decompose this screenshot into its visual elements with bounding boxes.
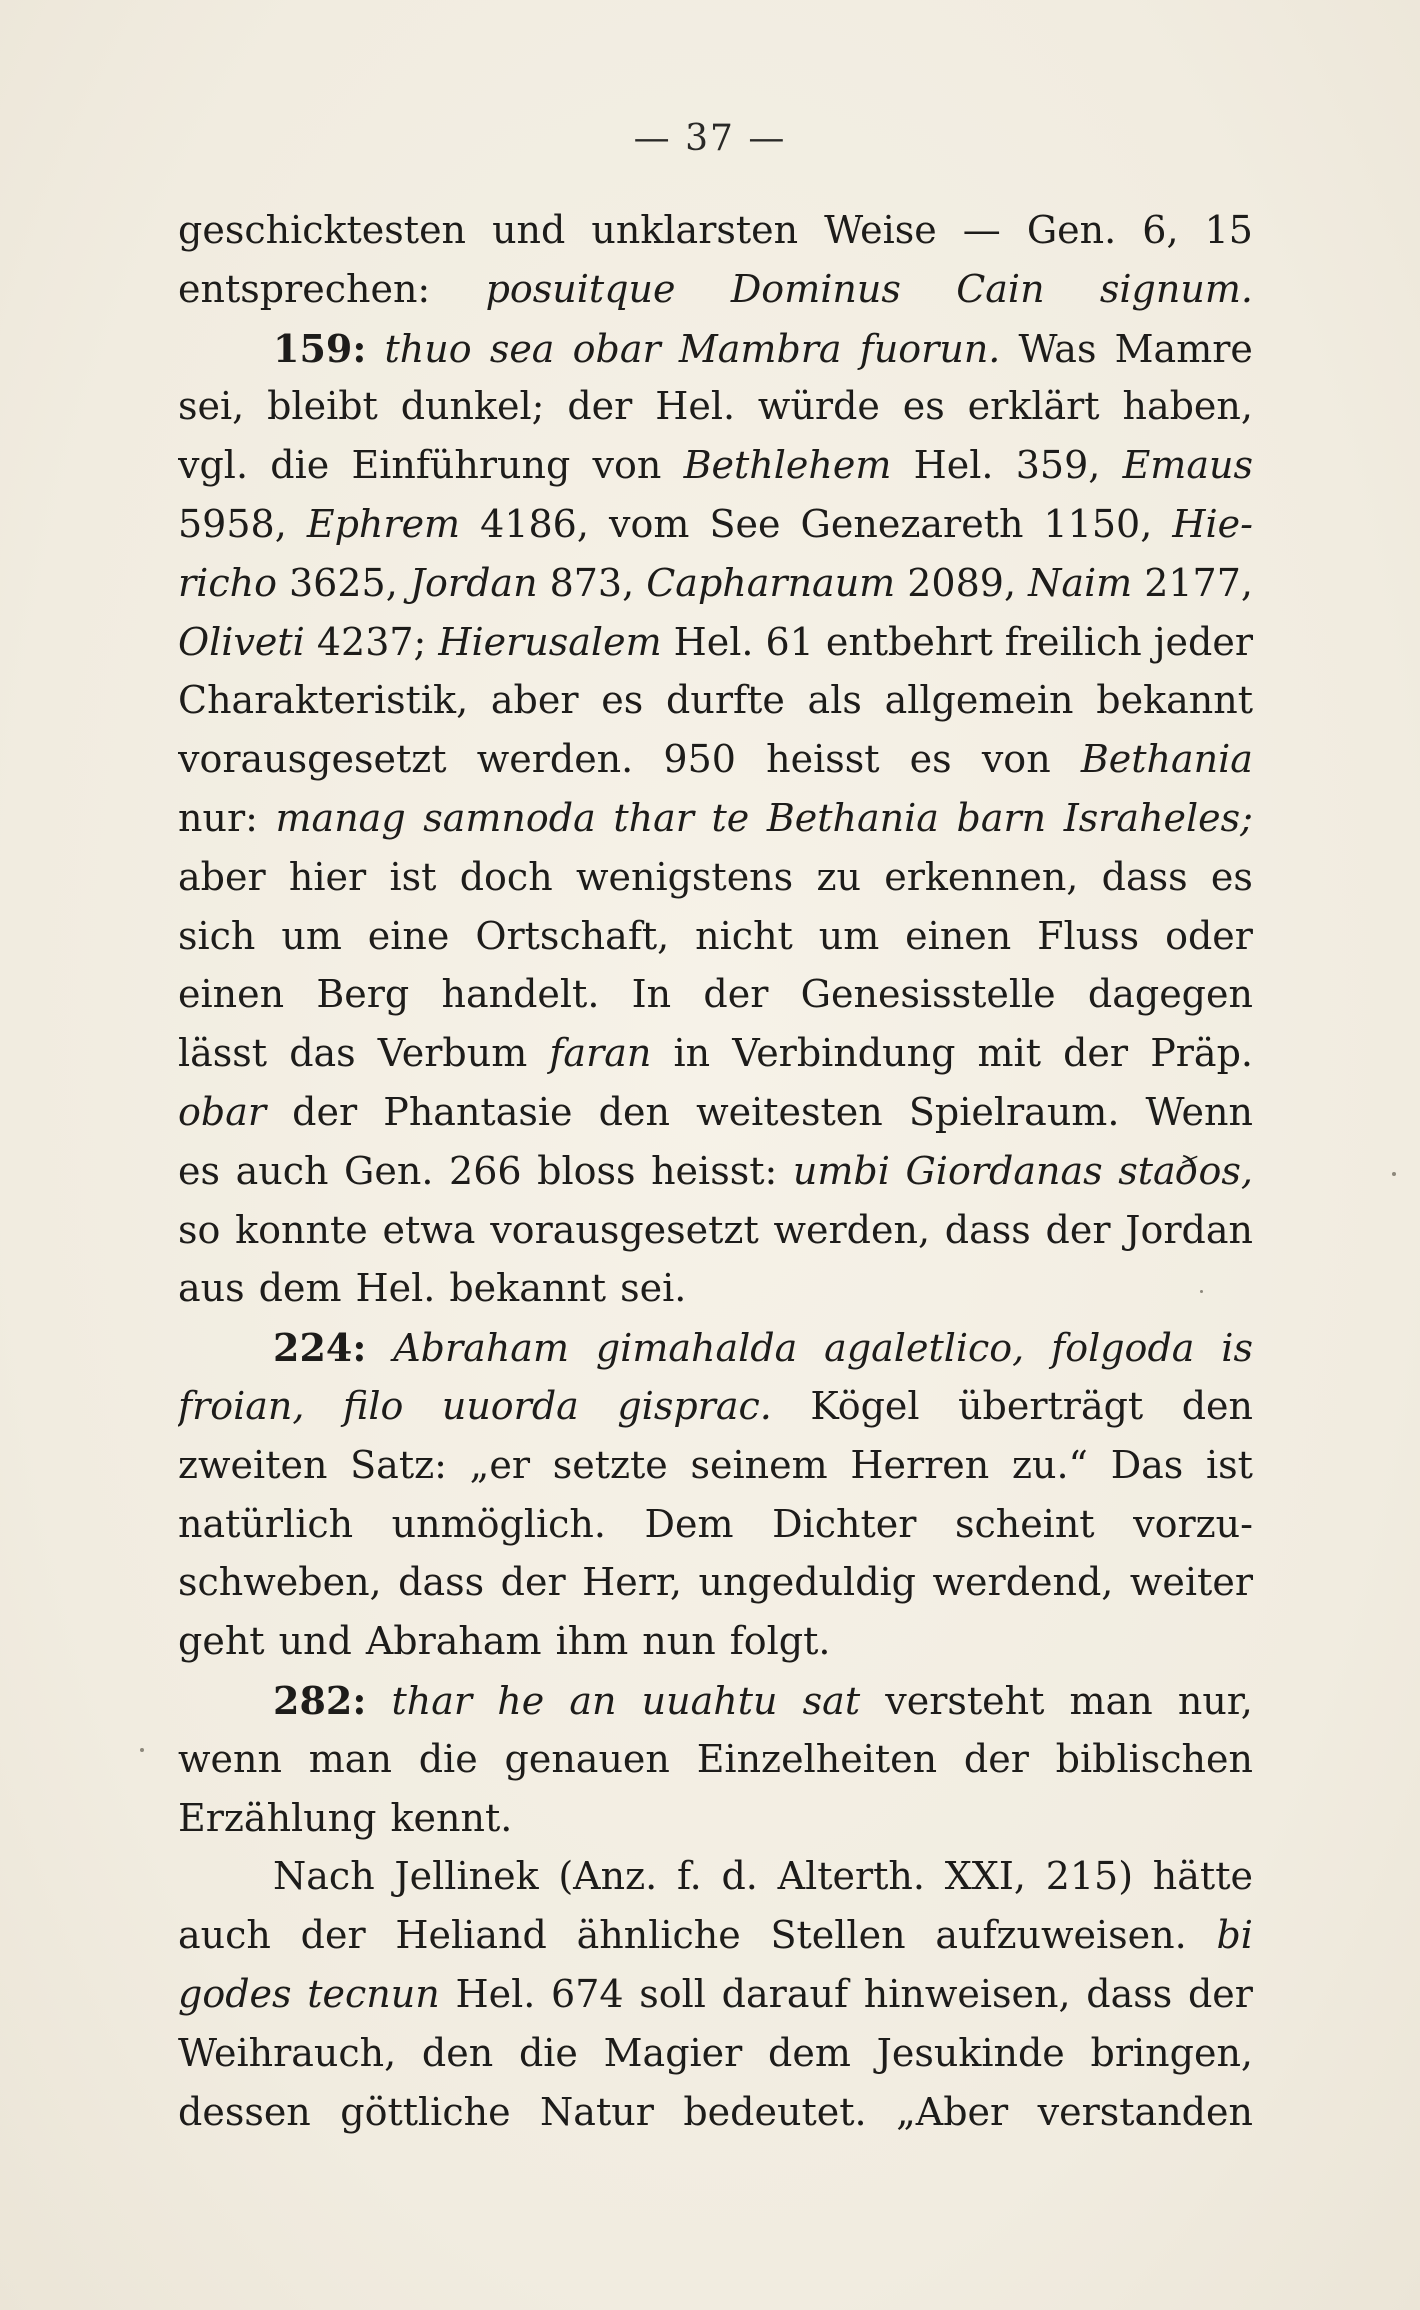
verse-number: 282: xyxy=(273,1677,367,1723)
word: „Aber xyxy=(896,2089,1009,2134)
text-line xyxy=(178,561,1253,620)
word: Was xyxy=(1018,326,1097,371)
verse-number: 159: xyxy=(273,325,367,371)
word: aber xyxy=(178,854,266,899)
text-line xyxy=(178,678,1253,737)
word: Mambra xyxy=(678,326,842,371)
text-line xyxy=(178,1560,1253,1619)
word: vorzu- xyxy=(1133,1501,1253,1546)
word: uuorda xyxy=(441,1383,579,1428)
word: dass xyxy=(1086,1971,1173,2016)
word: aufzuweisen. xyxy=(935,1913,1187,1958)
word: soll xyxy=(639,1971,706,2016)
word: schweben, xyxy=(178,1560,382,1605)
word: Stellen xyxy=(770,1913,906,1958)
word: vgl. xyxy=(178,443,249,488)
word: Jordan xyxy=(409,560,538,605)
word: Hel. xyxy=(355,1266,436,1311)
text-line xyxy=(178,1443,1253,1502)
word: Dichter xyxy=(772,1501,917,1546)
text-line xyxy=(178,972,1253,1031)
word: folgt. xyxy=(729,1619,831,1664)
word: manag xyxy=(275,795,406,840)
text-line xyxy=(178,1031,1253,1090)
word: dass xyxy=(398,1560,485,1605)
word: Hel. xyxy=(455,1971,536,2016)
word: signum. xyxy=(1099,266,1253,311)
word: natürlich xyxy=(178,1501,354,1546)
word: freilich xyxy=(1004,619,1142,664)
word: 2089, xyxy=(907,560,1017,605)
word: geschicktesten xyxy=(178,208,467,252)
word: tecnun xyxy=(307,1971,440,2016)
word: bleibt xyxy=(267,384,378,429)
word: und xyxy=(492,208,566,252)
word: überträgt xyxy=(958,1383,1144,1428)
word: eine xyxy=(367,913,450,958)
word: is xyxy=(1221,1326,1253,1371)
word: scheint xyxy=(954,1501,1095,1546)
word: vorausgesetzt xyxy=(178,737,447,782)
text-line xyxy=(178,1737,1253,1796)
word: Genezareth xyxy=(800,501,1024,546)
word: Spielraum. xyxy=(908,1089,1120,1134)
word: nun xyxy=(642,1619,716,1664)
text-line xyxy=(178,1384,1253,1443)
word: hier xyxy=(288,854,367,899)
word: sea xyxy=(489,326,555,371)
word: 674 xyxy=(551,1971,624,2016)
word: zu xyxy=(816,854,861,899)
text-line xyxy=(178,914,1253,973)
word: Herr, xyxy=(582,1560,682,1605)
word: 266 xyxy=(449,1148,522,1193)
word: Kögel xyxy=(810,1383,920,1428)
word: Israheles; xyxy=(1063,795,1253,840)
word: Giordanas xyxy=(905,1148,1103,1193)
word: staðos, xyxy=(1118,1148,1253,1193)
word: 4237; xyxy=(316,619,427,664)
word: Phantasie xyxy=(383,1089,573,1134)
word: handelt. xyxy=(441,972,600,1017)
word: posuitque xyxy=(485,266,676,311)
word: Abraham xyxy=(393,1326,569,1371)
word: oder xyxy=(1165,913,1253,958)
word: „er xyxy=(469,1442,530,1487)
word: Hel. xyxy=(673,619,754,664)
word: Oliveti xyxy=(178,619,305,664)
word: weitesten xyxy=(696,1089,883,1134)
word: Mamre xyxy=(1114,326,1253,371)
word: das xyxy=(289,1031,356,1076)
word: godes xyxy=(178,1971,292,2016)
word: froian, xyxy=(178,1383,305,1428)
word: obar xyxy=(572,326,661,371)
word: als xyxy=(807,678,862,723)
word: weiter xyxy=(1129,1560,1253,1605)
word: Charakteristik, xyxy=(178,678,469,723)
word: 1150, xyxy=(1043,501,1153,546)
word: vorausgesetzt xyxy=(490,1207,759,1252)
word: einen xyxy=(178,972,285,1017)
word: 359, xyxy=(1015,443,1101,488)
word: Dem xyxy=(644,1501,734,1546)
word: gimahalda xyxy=(595,1326,798,1371)
text-line xyxy=(178,620,1253,679)
text-line xyxy=(178,1090,1253,1149)
word: wenn xyxy=(178,1736,282,1781)
word: Wenn xyxy=(1145,1089,1253,1134)
word: ihm xyxy=(555,1619,629,1664)
word: Erzählung xyxy=(178,1795,377,1840)
word: sei. xyxy=(620,1266,687,1311)
word: Das xyxy=(1110,1442,1184,1487)
text-line xyxy=(178,326,1253,385)
word: entsprechen: xyxy=(178,266,431,311)
word: ähnliche xyxy=(576,1913,741,1958)
word: genauen xyxy=(504,1736,670,1781)
word: filo xyxy=(342,1383,404,1428)
word: es xyxy=(909,737,952,782)
page-number: — 37 — xyxy=(633,118,787,159)
word: Jellinek xyxy=(394,1854,539,1899)
word: samnoda xyxy=(423,795,596,840)
word: würde xyxy=(757,384,880,429)
body-text xyxy=(178,208,1253,2148)
word: der xyxy=(500,1560,566,1605)
word: ist xyxy=(389,854,437,899)
text-line xyxy=(178,1266,1253,1325)
word: die xyxy=(518,2030,578,2075)
word: aber xyxy=(490,678,579,723)
word: Bethania xyxy=(1080,737,1253,782)
text-line xyxy=(178,1913,1253,1972)
word: entbehrt xyxy=(825,619,993,664)
word: erkennen, xyxy=(884,854,1079,899)
word: Ortschaft, xyxy=(475,913,670,958)
word: d. xyxy=(721,1854,758,1899)
word: 3625, xyxy=(288,560,398,605)
word: Hel. xyxy=(655,384,736,429)
word: dunkel; xyxy=(400,384,545,429)
word: Nach xyxy=(273,1854,375,1899)
word: heisst: xyxy=(651,1148,778,1193)
word: jeder xyxy=(1153,619,1253,664)
word: Magier xyxy=(603,2030,743,2075)
word: 6, xyxy=(1142,208,1179,252)
word: so xyxy=(178,1207,221,1252)
word: thar xyxy=(391,1678,473,1723)
word: einen xyxy=(905,913,1012,958)
text-line xyxy=(178,737,1253,796)
word: 2177, xyxy=(1144,560,1253,605)
word: thar xyxy=(613,795,694,840)
word: darauf xyxy=(721,1971,849,2016)
word: in xyxy=(673,1031,711,1076)
text-line xyxy=(178,267,1253,326)
word: es xyxy=(902,384,945,429)
word: sich xyxy=(178,913,256,958)
word: gisprac. xyxy=(617,1383,772,1428)
word: bi xyxy=(1216,1913,1253,1958)
word: verstanden xyxy=(1037,2089,1253,2134)
word: Weise xyxy=(824,208,937,252)
word: zweiten xyxy=(178,1442,328,1487)
word: Genesisstelle xyxy=(800,972,1056,1017)
text-line xyxy=(178,1796,1253,1855)
word: werden, xyxy=(773,1207,931,1252)
word: Bethlehem xyxy=(683,443,892,488)
word: biblischen xyxy=(1055,1736,1253,1781)
word: 950 xyxy=(663,737,736,782)
text-line xyxy=(178,2090,1253,2149)
word: hätte xyxy=(1152,1854,1253,1899)
word: Emaus xyxy=(1122,443,1253,488)
word: von xyxy=(981,737,1051,782)
word: kennt. xyxy=(390,1795,513,1840)
word: haben, xyxy=(1122,384,1253,429)
text-line xyxy=(178,1502,1253,1561)
word: durfte xyxy=(666,678,785,723)
word: der xyxy=(1045,1207,1111,1252)
word: etwa xyxy=(382,1207,476,1252)
word: f. xyxy=(676,1854,702,1899)
word: den xyxy=(1181,1383,1253,1428)
word: Alterth. xyxy=(777,1854,925,1899)
word: In xyxy=(631,972,672,1017)
word: XXI, xyxy=(944,1854,1026,1899)
word: der xyxy=(1187,1971,1253,2016)
word: der xyxy=(703,972,769,1017)
word: te xyxy=(711,795,750,840)
word: unklarsten xyxy=(591,208,799,252)
word: nicht xyxy=(695,913,793,958)
word: es xyxy=(178,1148,220,1193)
word: von xyxy=(592,443,662,488)
word: Gen. xyxy=(1026,208,1117,252)
word: 15 xyxy=(1204,208,1253,252)
word: seinem xyxy=(690,1442,828,1487)
word: richo xyxy=(178,560,277,605)
word: Fluss xyxy=(1037,913,1140,958)
word: 5958, xyxy=(178,501,287,546)
word: man xyxy=(1069,1678,1153,1723)
text-line xyxy=(178,796,1253,855)
word: ist xyxy=(1206,1442,1253,1487)
word: Herren xyxy=(850,1442,990,1487)
paper-speck xyxy=(1392,1172,1396,1176)
word: der xyxy=(292,1089,358,1134)
word: sat xyxy=(802,1678,861,1723)
word: versteht xyxy=(885,1678,1045,1723)
word: nur, xyxy=(1177,1678,1253,1723)
paper-speck xyxy=(1200,1290,1203,1293)
word: Capharnaum xyxy=(646,560,896,605)
word: Bethania xyxy=(766,795,939,840)
word: bloss xyxy=(537,1148,636,1193)
word: See xyxy=(709,501,781,546)
word: auch xyxy=(235,1148,329,1193)
text-line xyxy=(178,1678,1253,1737)
text-line xyxy=(178,1619,1253,1678)
word: 215) xyxy=(1045,1854,1134,1899)
text-line xyxy=(178,2031,1253,2090)
word: dass xyxy=(1101,854,1188,899)
word: zu.“ xyxy=(1011,1442,1088,1487)
word: der xyxy=(567,384,633,429)
word: Weihrauch, xyxy=(178,2030,397,2075)
word: bekannt xyxy=(449,1266,607,1311)
word: setzte xyxy=(552,1442,668,1487)
word: dem xyxy=(258,1266,342,1311)
word: um xyxy=(818,913,880,958)
word: bringen, xyxy=(1090,2030,1253,2075)
word: den xyxy=(421,2030,494,2075)
word: thuo xyxy=(384,326,472,371)
word: bedeutet. xyxy=(683,2089,867,2134)
word: unmöglich. xyxy=(391,1501,606,1546)
word: der xyxy=(963,1736,1029,1781)
word: erklärt xyxy=(967,384,1100,429)
word: Berg xyxy=(316,972,410,1017)
word: 873, xyxy=(549,560,635,605)
word: der xyxy=(1063,1031,1129,1076)
word: konnte xyxy=(235,1207,368,1252)
text-line xyxy=(178,208,1253,267)
word: dagegen xyxy=(1087,972,1253,1017)
word: geht xyxy=(178,1619,265,1664)
word: Abraham xyxy=(365,1619,542,1664)
word: folgoda xyxy=(1051,1326,1195,1371)
word: Gen. xyxy=(344,1148,434,1193)
word: fuorun. xyxy=(859,326,1001,371)
text-line xyxy=(178,1972,1253,2031)
text-line xyxy=(178,1325,1253,1384)
word: Einzelheiten xyxy=(696,1736,938,1781)
word: Dominus xyxy=(730,266,901,311)
word: vom xyxy=(609,501,690,546)
word: allgemein xyxy=(884,678,1074,723)
word: auch xyxy=(178,1913,271,1958)
word: ungeduldig xyxy=(698,1560,917,1605)
word: lässt xyxy=(178,1031,268,1076)
word: — xyxy=(962,208,1001,252)
word: he xyxy=(497,1678,545,1723)
word: Heliand xyxy=(395,1913,547,1958)
word: faran xyxy=(549,1031,652,1076)
paper-speck xyxy=(140,1748,144,1752)
word: agaletlico, xyxy=(824,1326,1025,1371)
word: 4186, xyxy=(480,501,589,546)
word: Hierusalem xyxy=(438,619,662,664)
word: dass xyxy=(944,1207,1031,1252)
word: Jordan xyxy=(1125,1207,1253,1252)
word: die xyxy=(270,443,330,488)
word: den xyxy=(598,1089,670,1134)
word: Einführung xyxy=(351,443,571,488)
word: Präp. xyxy=(1150,1031,1253,1076)
text-line xyxy=(178,502,1253,561)
word: wenigstens xyxy=(575,854,794,899)
word: hinweisen, xyxy=(863,1971,1071,2016)
word: Cain xyxy=(956,266,1045,311)
word: uuahtu xyxy=(641,1678,778,1723)
word: Ephrem xyxy=(306,501,461,546)
word: sei, xyxy=(178,384,245,429)
word: mit xyxy=(977,1031,1041,1076)
word: barn xyxy=(956,795,1047,840)
word: aus xyxy=(178,1266,245,1311)
word: die xyxy=(418,1736,478,1781)
word: der xyxy=(300,1913,366,1958)
text-line xyxy=(178,1149,1253,1208)
word: Jesukinde xyxy=(876,2030,1065,2075)
word: umbi xyxy=(792,1148,890,1193)
word: es xyxy=(1210,854,1253,899)
text-line xyxy=(178,1208,1253,1267)
word: göttliche xyxy=(340,2089,511,2134)
word: Satz: xyxy=(350,1442,447,1487)
word: an xyxy=(569,1678,617,1723)
word: Verbum xyxy=(377,1031,528,1076)
verse-number: 224: xyxy=(273,1325,367,1371)
text-line xyxy=(178,855,1253,914)
word: obar xyxy=(178,1089,267,1134)
text-line xyxy=(178,1854,1253,1913)
word: Verbindung xyxy=(732,1031,956,1076)
text-line xyxy=(178,384,1253,443)
text-line xyxy=(178,443,1253,502)
word: doch xyxy=(459,854,553,899)
word: Naim xyxy=(1028,560,1133,605)
word: dem xyxy=(768,2030,851,2075)
word: Hie- xyxy=(1172,501,1253,546)
word: um xyxy=(281,913,342,958)
word: heisst xyxy=(766,737,880,782)
word: bekannt xyxy=(1096,678,1253,723)
word: dessen xyxy=(178,2089,311,2134)
word: (Anz. xyxy=(558,1854,658,1899)
word: werden. xyxy=(476,737,634,782)
word: 61 xyxy=(765,619,814,664)
word: werdend, xyxy=(932,1560,1114,1605)
word: Hel. xyxy=(913,443,994,488)
word: man xyxy=(308,1736,392,1781)
word: es xyxy=(601,678,644,723)
word: Natur xyxy=(540,2089,654,2134)
word: nur: xyxy=(178,795,258,840)
word: und xyxy=(278,1619,352,1664)
